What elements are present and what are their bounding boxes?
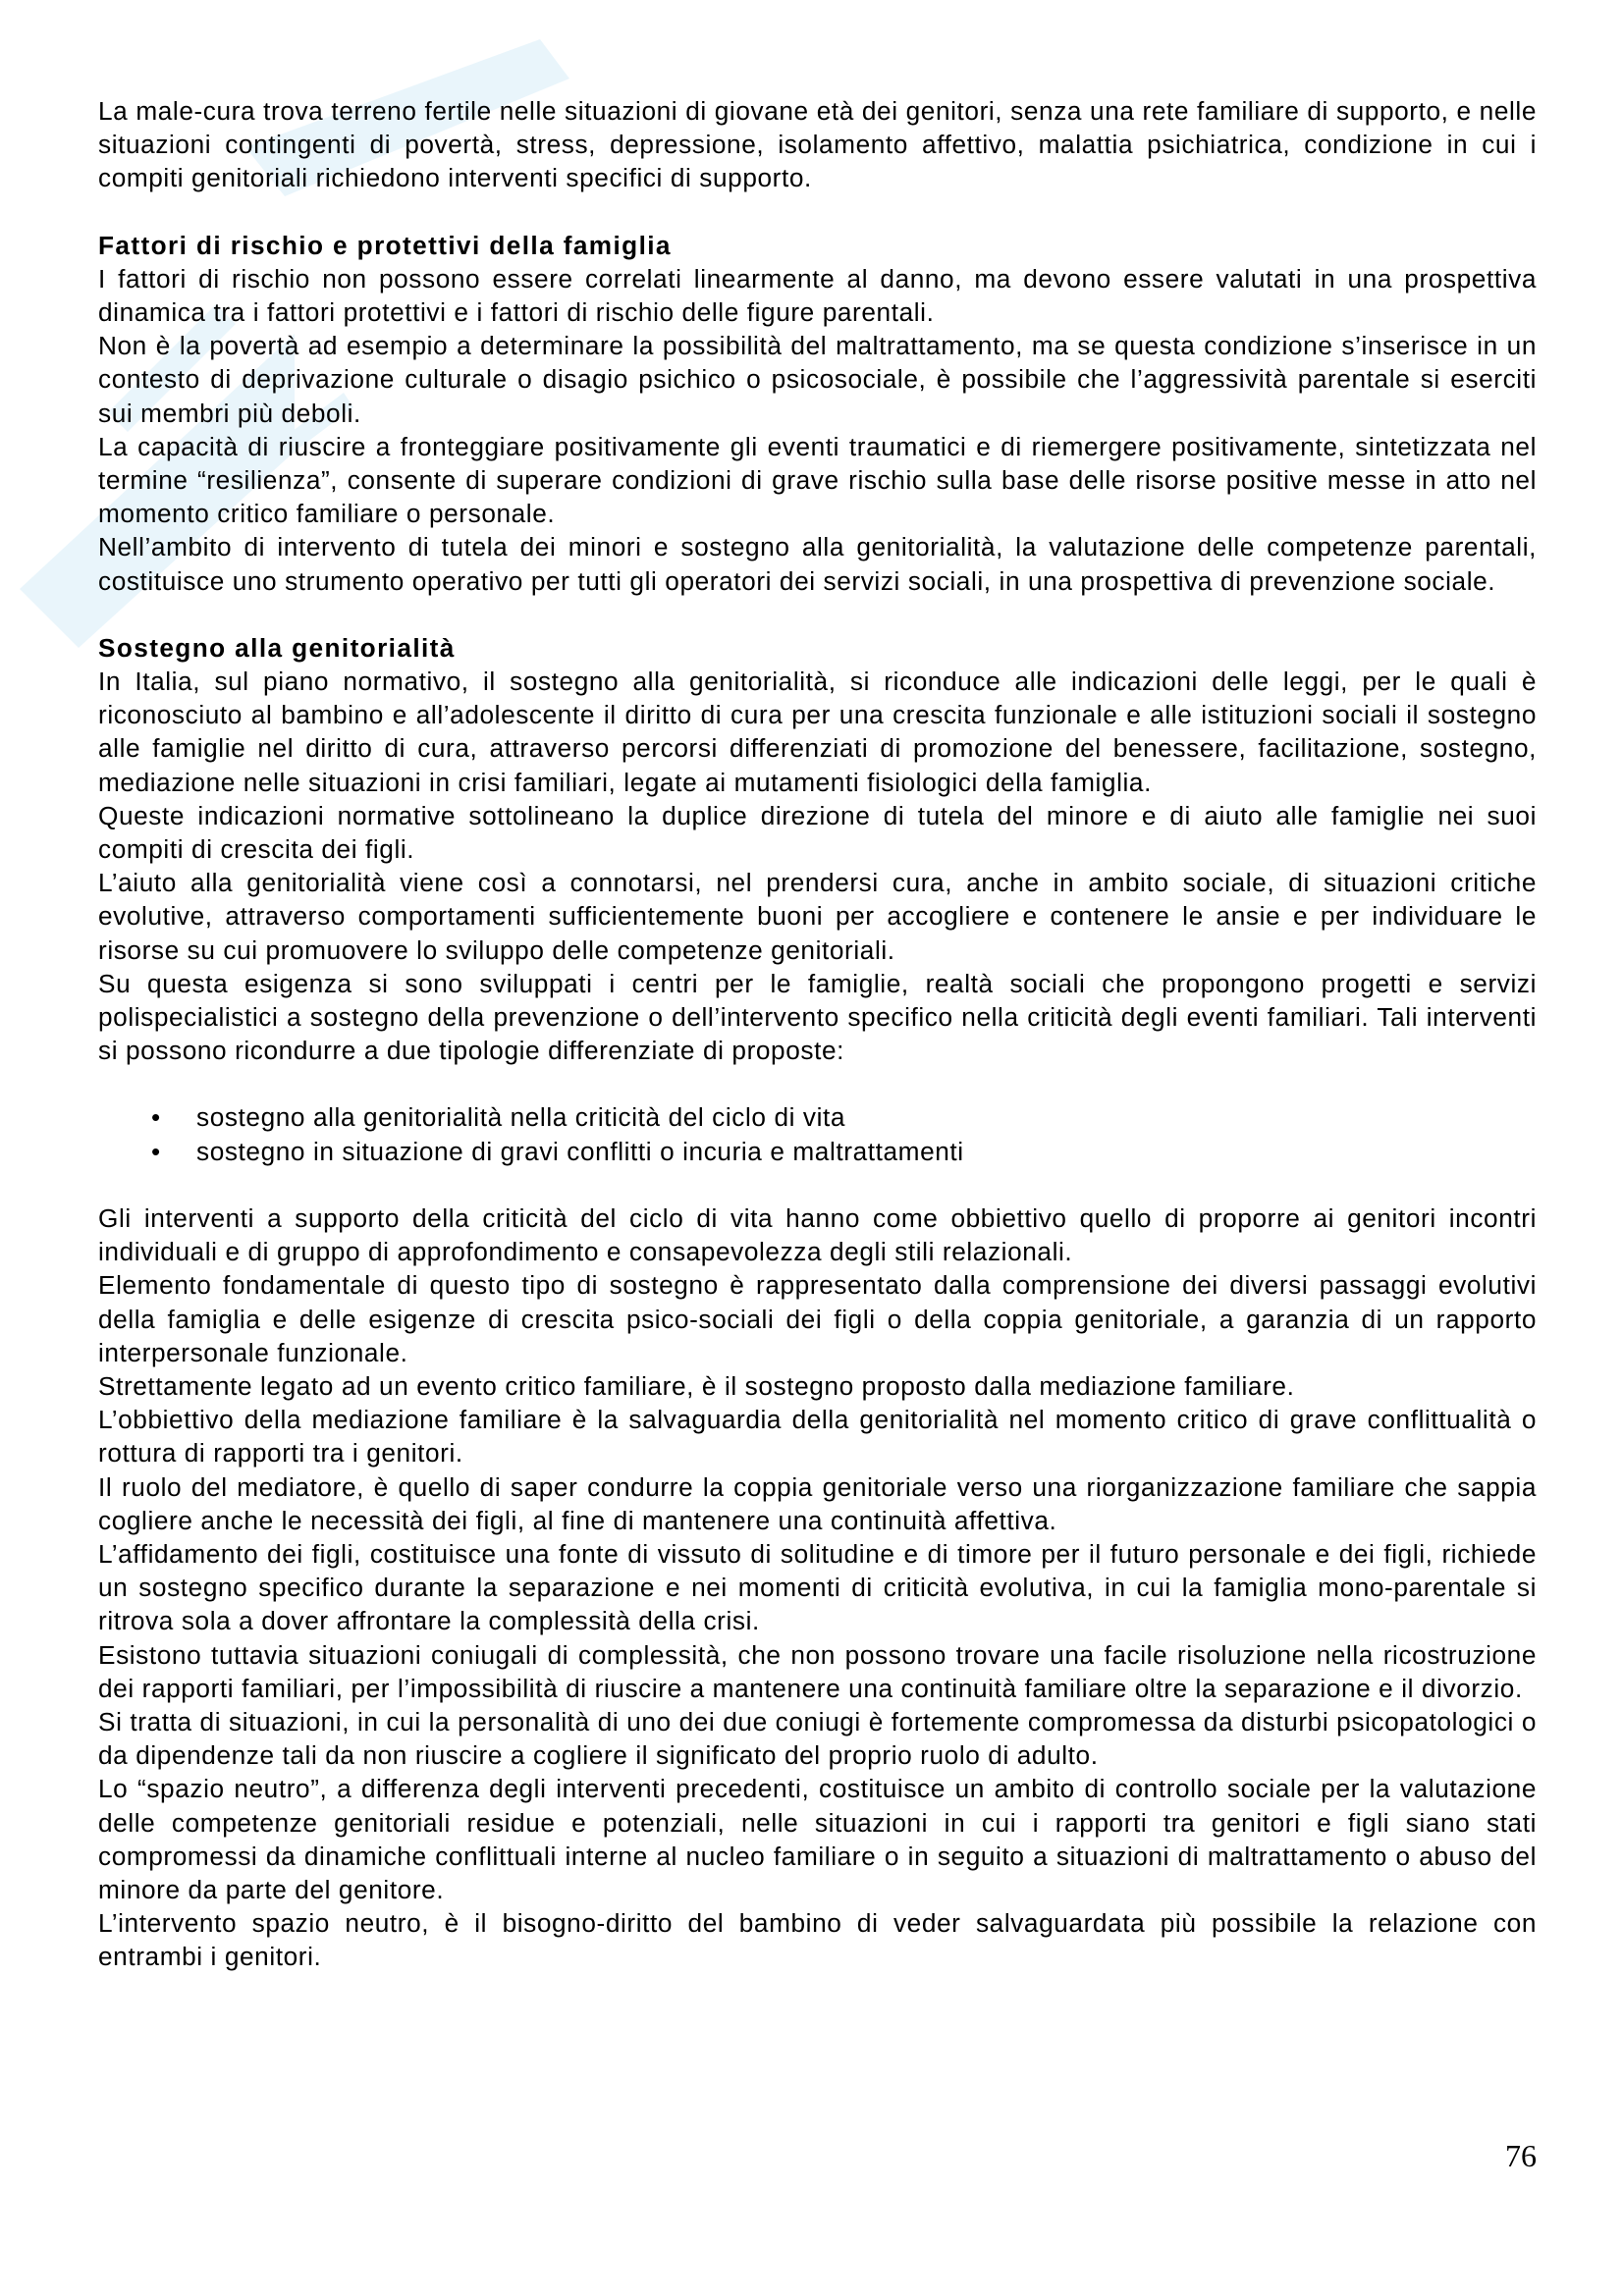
intro-paragraph: La male-cura trova terreno fertile nelle situazioni di giovane età dei genitori, senza una rete familiare di supporto, e nelle situazioni contingenti di povertà, stress, depressione, isolamento affettivo, malattia psichiatrica, condizione in cui i compiti genitoriali richiedono interventi specifici di supporto. [98,96,1537,193]
paragraph: Su questa esigenza si sono sviluppati i centri per le famiglie, realtà sociali che propongono progetti e servizi polispecialistici a sostegno della prevenzione o dell’intervento specifico nella criticità degli eventi familiari. Tali interventi si possono ricondurre a due tipologie differenziate di proposte: [98,968,1537,1066]
document-page [98,94,1537,1974]
section-heading-parenting-support: Sostegno alla genitorialità [98,632,456,663]
paragraph: Queste indicazioni normative sottolineano la duplice direzione di tutela del minore e di aiuto alle famiglie nei suoi compiti di crescita dei figli. [98,800,1537,865]
paragraph: La capacità di riuscire a fronteggiare positivamente gli eventi traumatici e di riemergere positivamente, sintetizzata nel termine “resilienza”, consente di superare condizioni di grave rischio sulla base delle risorse positive messe in atto nel momento critico familiare o personale. [98,431,1537,529]
paragraph: I fattori di rischio non possono essere correlati linearmente al danno, ma devono essere valutati in una prospettiva dinamica tra i fattori protettivi e i fattori di rischio delle figure parentali. [98,263,1537,328]
list-item-text: sostegno alla genitorialità nella criticità del ciclo di vita [196,1102,846,1133]
paragraph: Lo “spazio neutro”, a differenza degli interventi precedenti, costituisce un ambito di controllo sociale per la valutazione delle competenze genitoriali residue e potenziali, nelle situazioni in cui i rapporti tra genitori e figli siano stati compromessi da dinamiche conflittuali interne al nucleo familiare o in seguito a situazioni di maltrattamento o abuso del minore da parte del genitore. [98,1774,1537,1904]
paragraph: Esistono tuttavia situazioni coniugali di complessità, che non possono trovare una facile risoluzione nella ricostruzione dei rapporti familiari, per l’impossibilità di riuscire a mantenere una continuità familiare oltre la separazione e il divorzio. [98,1639,1537,1703]
page-number: 76 [1505,2138,1537,2173]
paragraph: Non è la povertà ad esempio a determinare la possibilità del maltrattamento, ma se questa condizione s’inserisce in un contesto di deprivazione culturale o disagio psichico o psicosociale, è possibile che l’aggressività parentale si eserciti sui membri più deboli. [98,331,1537,428]
bullet-icon: • [151,1102,161,1133]
paragraph: Il ruolo del mediatore, è quello di saper condurre la coppia genitoriale verso una riorganizzazione familiare che sappia cogliere anche le necessità dei figli, al fine di mantenere una continuità affettiva. [98,1471,1537,1535]
paragraph: Si tratta di situazioni, in cui la personalità di uno dei due coniugi è fortemente compromessa da disturbi psicopatologici o da dipendenze tali da non riuscire a cogliere il significato del proprio ruolo di adulto. [98,1706,1537,1771]
list-item [98,1135,1537,1168]
paragraph: Elemento fondamentale di questo tipo di sostegno è rappresentato dalla comprensione dei diversi passaggi evolutivi della famiglia e delle esigenze di crescita psico-sociali dei figli o della coppia genitoriale, a garanzia di un rapporto interpersonale funzionale. [98,1270,1537,1367]
paragraph: Nell’ambito di intervento di tutela dei minori e sostegno alla genitorialità, la valutazione delle competenze parentali, costituisce uno strumento operativo per tutti gli operatori dei servizi sociali, in una prospettiva di prevenzione sociale. [98,532,1537,596]
paragraph: L’affidamento dei figli, costituisce una fonte di vissuto di solitudine e di timore per il futuro personale e dei figli, richiede un sostegno specifico durante la separazione e nei momenti di criticità evolutiva, in cui la famiglia mono-parentale si ritrova sola a dover affrontare la complessità della crisi. [98,1538,1537,1636]
paragraph: L’intervento spazio neutro, è il bisogno-diritto del bambino di veder salvaguardata più possibile la relazione con entrambi i genitori. [98,1908,1537,1972]
paragraph: Strettamente legato ad un evento critico familiare, è il sostegno proposto dalla mediazione familiare. [98,1370,1295,1401]
paragraph: L’obbiettivo della mediazione familiare è la salvaguardia della genitorialità nel momento critico di grave conflittualità o rottura di rapporti tra i genitori. [98,1405,1537,1468]
bullet-list [98,1100,1537,1167]
paragraph: L’aiuto alla genitorialità viene così a connotarsi, nel prendersi cura, anche in ambito sociale, di situazioni critiche evolutive, attraverso comportamenti sufficientemente buoni per accogliere e contenere le ansie e per individuare le risorse su cui promuovere lo sviluppo delle competenze genitoriali. [98,868,1537,965]
bullet-icon: • [151,1136,161,1166]
paragraph: In Italia, sul piano normativo, il sostegno alla genitorialità, si riconduce alle indicazioni delle leggi, per le quali è riconosciuto al bambino e all’adolescente il diritto di cura per una crescita funzionale e alle istituzioni sociali il sostegno alle famiglie nel diritto di cura, attraverso percorsi differenziati di promozione del benessere, facilitazione, sostegno, mediazione nelle situazioni in crisi familiari, legate ai mutamenti fisiologici della famiglia. [98,667,1537,797]
paragraph: Gli interventi a supporto della criticità del ciclo di vita hanno come obbiettivo quello di proporre ai genitori incontri individuali e di gruppo di approfondimento e consapevolezza degli stili relazionali. [98,1202,1537,1267]
list-item-text: sostegno in situazione di gravi conflitti o incuria e maltrattamenti [196,1136,964,1166]
section-heading-risk-factors: Fattori di rischio e protettivi della famiglia [98,230,672,260]
list-item [98,1100,1537,1134]
